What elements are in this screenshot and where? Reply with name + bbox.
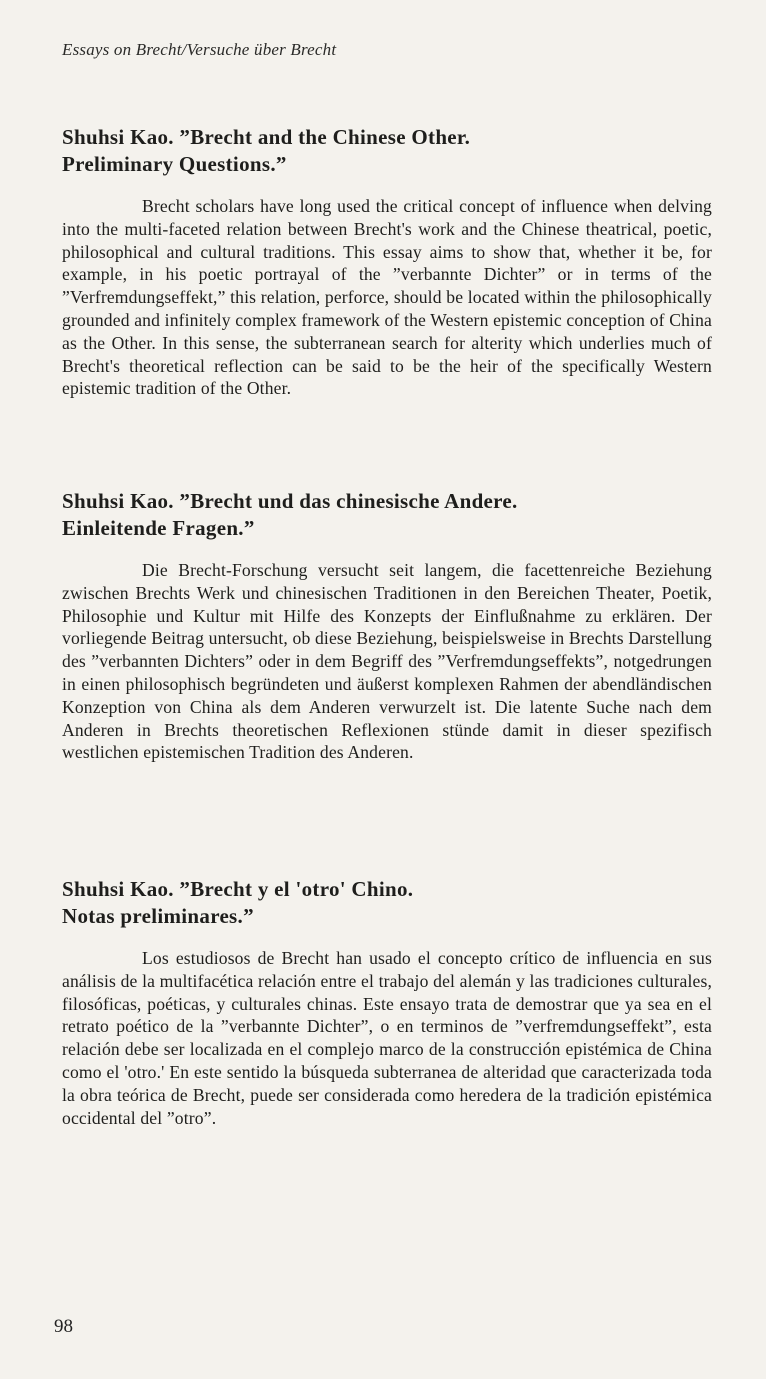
abstract-title-line: Shuhsi Kao. ”Brecht and the Chinese Other. — [62, 125, 471, 149]
abstract-title-line: Notas preliminares.” — [62, 904, 254, 928]
abstract-english — [62, 124, 712, 400]
abstract-title-line: Preliminary Questions.” — [62, 152, 287, 176]
abstract-title — [62, 876, 712, 930]
abstract-body: Brecht scholars have long used the critical concept of influence when delving into the multi-faceted relation between Brecht's work and the Chinese theatrical, poetic, philosophical and cultural traditions. This essay aims to show that, whether it be, for example, in his poetic portrayal of the ”verbannte Dichter” or in terms of the ”Verfremdungseffekt,” this relation, perforce, should be located within the philosophically grounded and infinitely complex framework of the Western epistemic conception of China as the Other. In this sense, the subterranean search for alterity which underlies much of Brecht's theoretical reflection can be said to be the heir of the specifically Western epistemic tradition of the Other. — [62, 196, 712, 399]
abstract-title — [62, 488, 712, 542]
abstract-spanish — [62, 876, 712, 1129]
page-number: 98 — [54, 1316, 73, 1337]
abstract-title-line: Shuhsi Kao. ”Brecht und das chinesische Andere. — [62, 489, 518, 513]
running-head: Essays on Brecht/Versuche über Brecht — [62, 40, 337, 59]
abstract-german — [62, 488, 712, 764]
abstract-title-line: Einleitende Fragen.” — [62, 516, 255, 540]
abstract-body: Die Brecht-Forschung versucht seit langem, die facettenreiche Beziehung zwischen Brechts Werk und chinesischen Traditionen in den Bereichen Theater, Poetik, Philosophie und Kultur mit Hilfe des Konzepts der Einflußnahme zu erklären. Der vorliegende Beitrag untersucht, ob diese Beziehung, beispielsweise in Brechts Darstellung des ”verbannten Dichters” oder in dem Begriff des ”Verfremdungseffekts”, notgedrungen in einen philosophisch begründeten und äußerst komplexen Rahmen der abendländischen Konzeption von China als dem Anderen verwurzelt ist. Die latente Suche nach dem Anderen in Brechts theoretischen Reflexionen stünde damit in dieser spezifisch westlichen epistemischen Tradition des Anderen. — [62, 560, 712, 763]
abstract-title-line: Shuhsi Kao. ”Brecht y el 'otro' Chino. — [62, 877, 414, 901]
abstract-body: Los estudiosos de Brecht han usado el concepto crítico de influencia en sus análisis de la multifacética relación entre el trabajo del alemán y las tradiciones culturales, filosóficas, poéticas, y culturales chinas. Este ensayo trata de demostrar que ya sea en el retrato poético de la ”verbannte Dichter”, o en terminos de ”verfremdungseffekt”, esta relación debe ser localizada en el complejo marco de la construcción epistémica de China como el 'otro.' En este sentido la búsqueda subterranea de alteridad que caracterizada toda la obra teórica de Brecht, puede ser considerada como heredera de la tradición epistémica occidental del ”otro”. — [62, 948, 712, 1128]
abstract-title — [62, 124, 712, 178]
